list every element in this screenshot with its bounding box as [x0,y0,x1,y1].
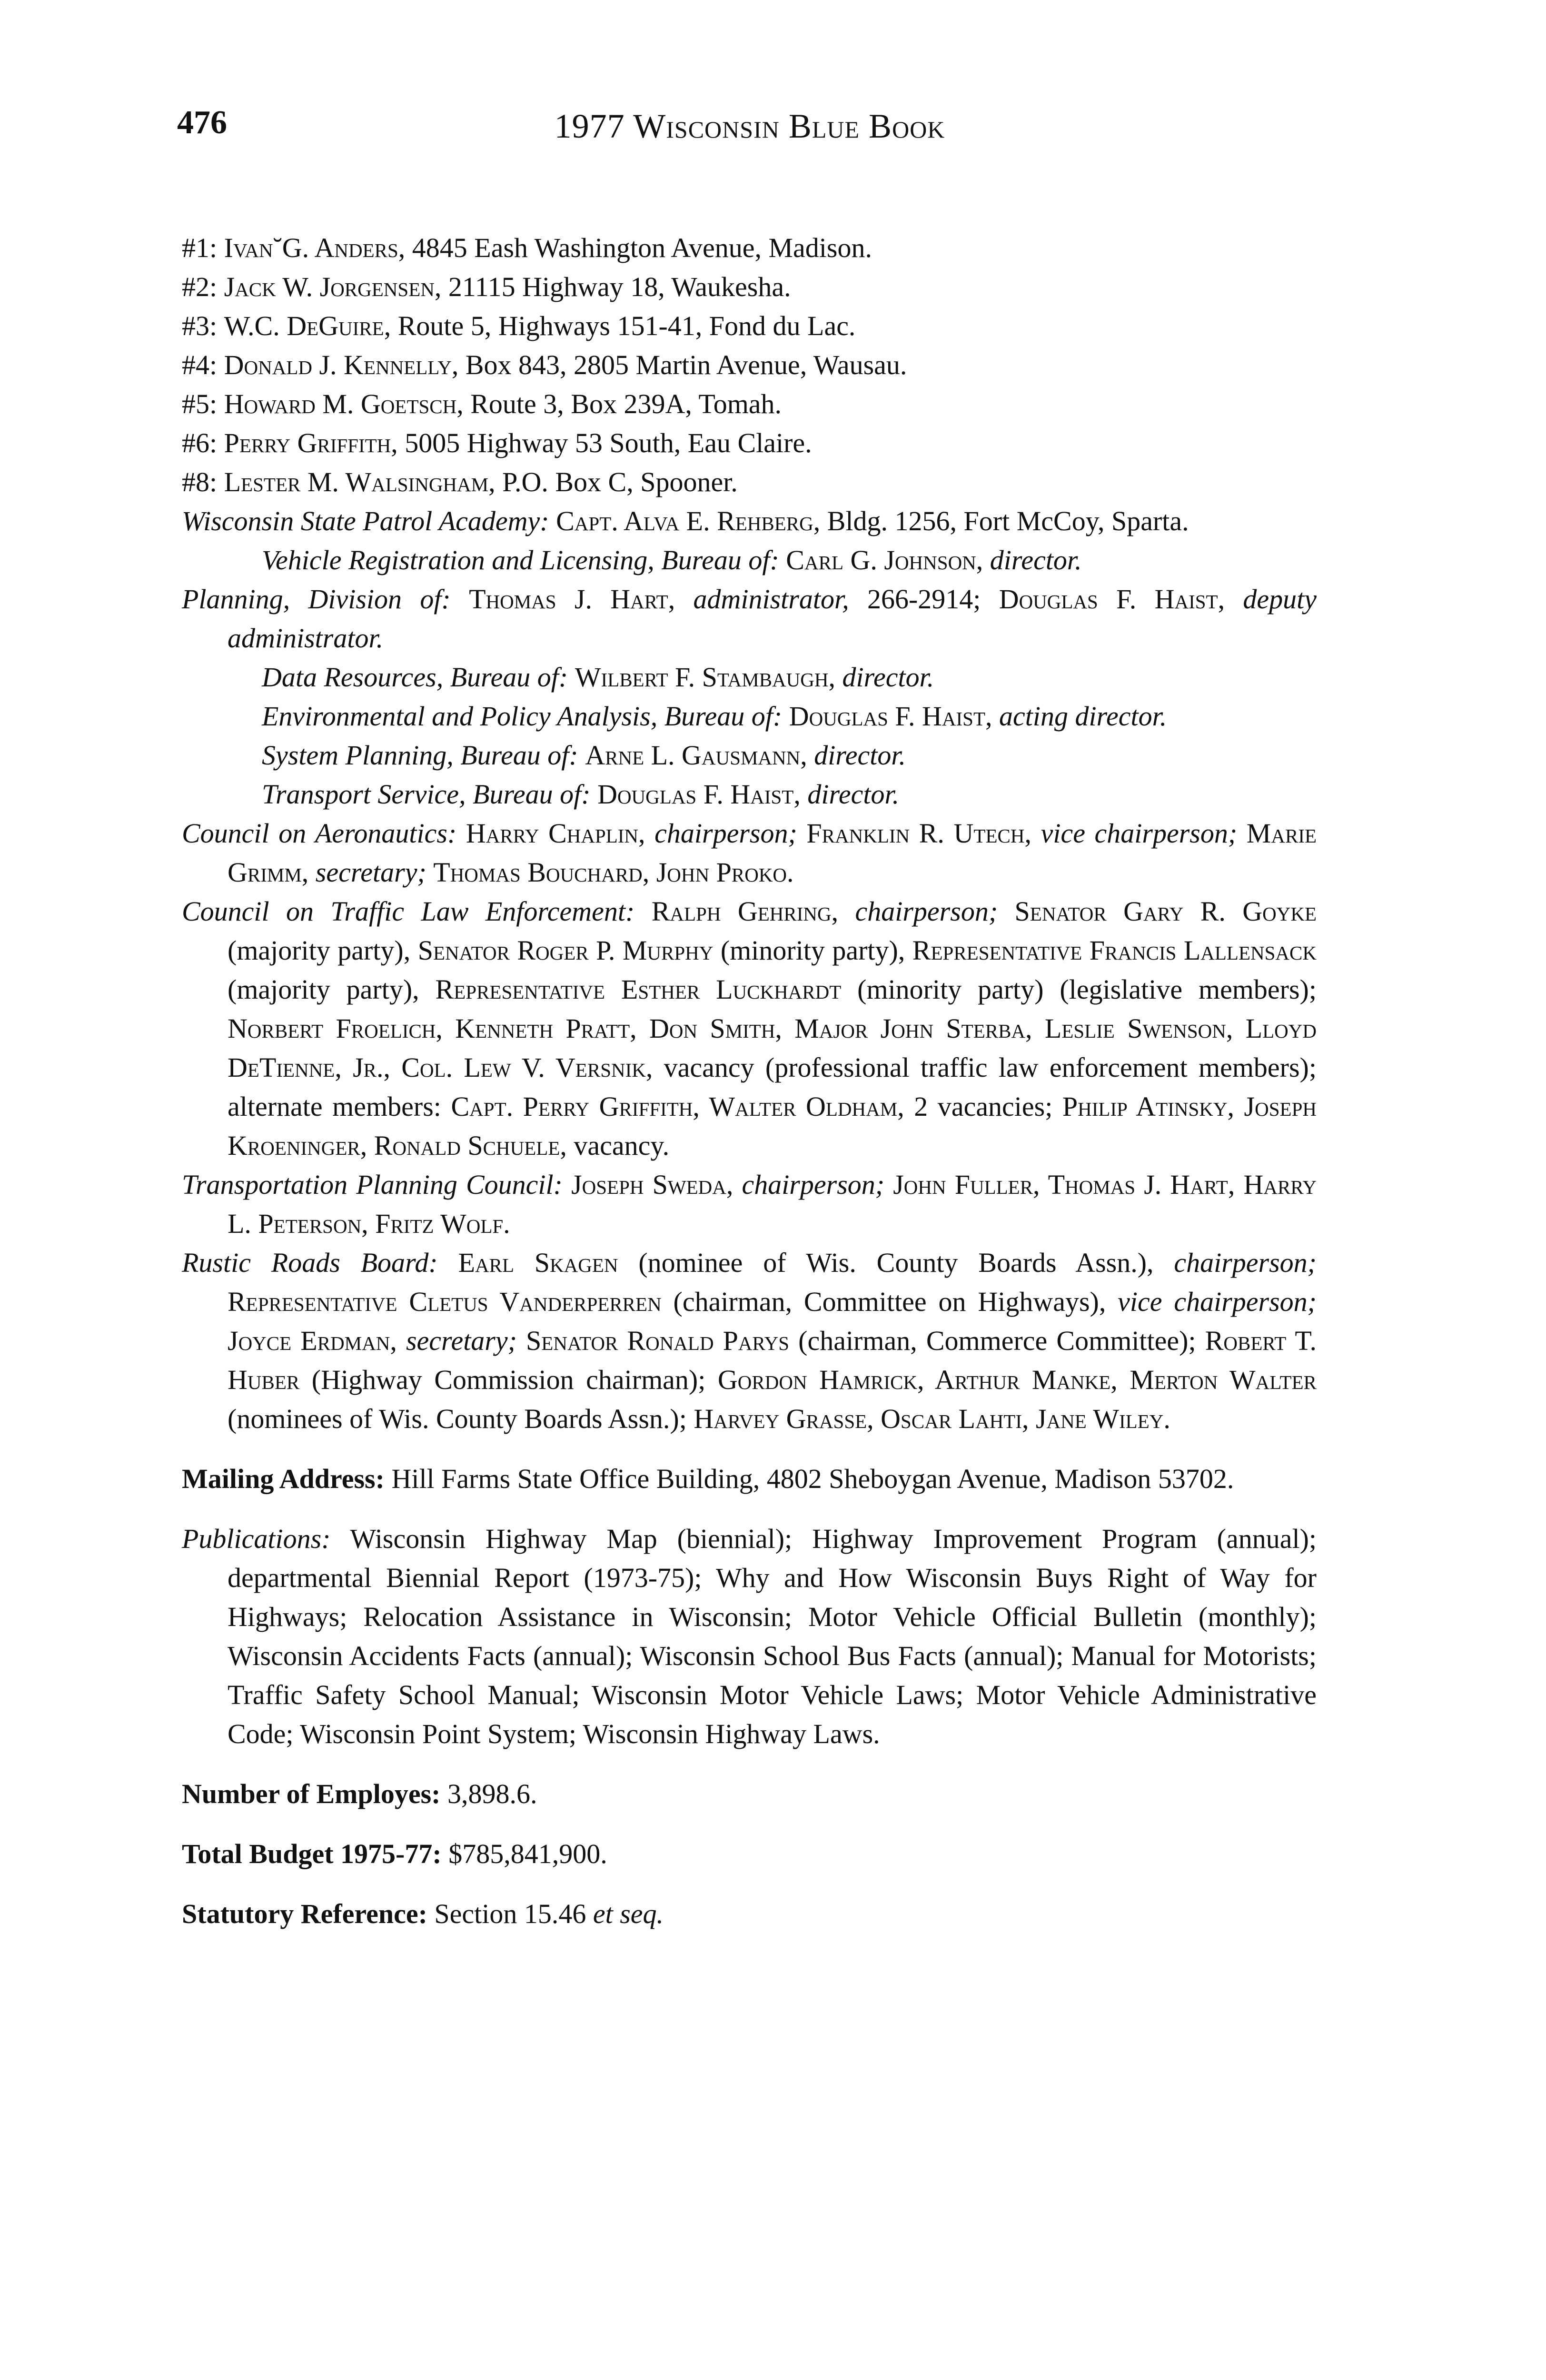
number-of-employes: Number of Employes: 3,898.6. [182,1778,537,1809]
council-on-aeronautics: Council on Aeronautics: Harry Chaplin, chairperson; Franklin R. Utech, vice chairperson; Marie Grimm, secretary; Thomas Bouchard, John Proko. [182,818,1317,888]
vehicle-registration-bureau: Vehicle Registration and Licensing, Bureau of: Carl G. Johnson, director. [262,545,1082,575]
page-header [177,104,1322,147]
page-content [182,228,1317,1934]
statutory-reference: Statutory Reference: Section 15.46 et seq. [182,1898,664,1929]
transport-service-bureau: Transport Service, Bureau of: Douglas F. Haist, director. [262,779,900,810]
running-title: 1977 Wisconsin Blue Book [554,107,945,145]
page-number: 476 [177,104,227,141]
planning-division: Planning, Division of: Thomas J. Hart, administrator, 266-2914; Douglas F. Haist, deputy administrator. [182,584,1317,654]
district-entry-5: #5: Howard M. Goetsch, Route 3, Box 239A, Tomah. [182,388,782,419]
mailing-address: Mailing Address: Hill Farms State Office Building, 4802 Sheboygan Avenue, Madison 53702. [182,1463,1234,1494]
data-resources-bureau: Data Resources, Bureau of: Wilbert F. Stambaugh, director. [262,662,934,693]
district-entry-3: #3: W.C. DeGuire, Route 5, Highways 151-41, Fond du Lac. [182,310,856,341]
environmental-policy-bureau: Environmental and Policy Analysis, Bureau of: Douglas F. Haist, acting director. [262,701,1167,732]
district-entry-6: #6: Perry Griffith, 5005 Highway 53 South, Eau Claire. [182,427,812,458]
total-budget: Total Budget 1975-77: $785,841,900. [182,1838,607,1869]
council-traffic-law-enforcement: Council on Traffic Law Enforcement: Ralph Gehring, chairperson; Senator Gary R. Goyke (majority party), Senator Roger P. Murphy (minority party), Representative Francis Lallensack (majority party), Representative Esther Luckhardt (minority party) (legislative members); Norbert Froelich, Kenneth Pratt, Don Smith, Major John Sterba, Leslie Swenson, Lloyd DeTienne, Jr., Col. Lew V. Versnik, vacancy (professional traffic law enforcement members); alternate members: Capt. Perry Griffith, Walter Oldham, 2 vacancies; Philip Atinsky, Joseph Kroeninger, Ronald Schuele, vacancy. [182,896,1317,1161]
transportation-planning-council: Transportation Planning Council: Joseph Sweda, chairperson; John Fuller, Thomas J. Hart, Harry L. Peterson, Fritz Wolf. [182,1169,1317,1239]
district-entry-8: #8: Lester M. Walsingham, P.O. Box C, Spooner. [182,466,738,497]
district-entry-2: #2: Jack W. Jorgensen, 21115 Highway 18, Waukesha. [182,271,791,302]
system-planning-bureau: System Planning, Bureau of: Arne L. Gausmann, director. [262,740,906,771]
district-entry-4: #4: Donald J. Kennelly, Box 843, 2805 Martin Avenue, Wausau. [182,349,907,380]
patrol-academy: Wisconsin State Patrol Academy: Capt. Alva E. Rehberg, Bldg. 1256, Fort McCoy, Sparta. [182,506,1189,536]
publications: Publications: Wisconsin Highway Map (biennial); Highway Improvement Program (annual); departmental Biennial Report (1973-75); Why and How Wisconsin Buys Right of Way for Highways; Relocation Assistance in Wisconsin; Motor Vehicle Official Bulletin (monthly); Wisconsin Accidents Facts (annual); Wisconsin School Bus Facts (annual); Manual for Motorists; Traffic Safety School Manual; Wisconsin Motor Vehicle Laws; Motor Vehicle Administrative Code; Wisconsin Point System; Wisconsin Highway Laws. [182,1523,1317,1749]
district-entry-1: #1: Ivan˘G. Anders, 4845 Eash Washington Avenue, Madison. [182,232,872,263]
rustic-roads-board: Rustic Roads Board: Earl Skagen (nominee of Wis. County Boards Assn.), chairperson; Representative Cletus Vanderperren (chairman, Committee on Highways), vice chairperson; Joyce Erdman, secretary; Senator Ronald Parys (chairman, Commerce Committee); Robert T. Huber (Highway Commission chairman); Gordon Hamrick, Arthur Manke, Merton Walter (nominees of Wis. County Boards Assn.); Harvey Grasse, Oscar Lahti, Jane Wiley. [182,1247,1317,1434]
